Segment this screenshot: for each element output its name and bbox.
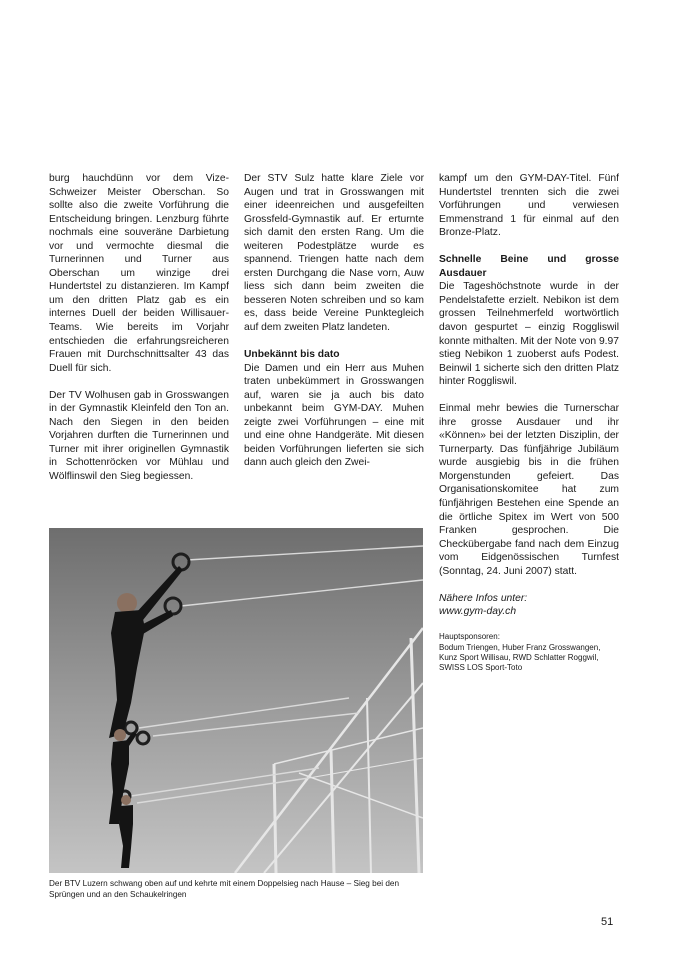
text-column-1 bbox=[49, 172, 229, 497]
paragraph: Die Damen und ein Herr aus Muhen traten unbekümmert in Grosswangen auf, waren sie ja auch bis dato unbekannt beim GYM-DAY. Muhen zeigte zwei Vorführungen – eine mit und eine ohne Handgeräte. Mit diesen beiden Vorführungen lieferten sie sich dann auch gleich den Zwei- bbox=[244, 362, 424, 469]
section-heading: Schnelle Beine und grosse Ausdauer bbox=[439, 254, 619, 279]
section-heading: Unbekännt bis dato bbox=[244, 349, 340, 361]
gymnasts-photo bbox=[49, 528, 423, 873]
sponsors-list: Bodum Triengen, Huber Franz Grosswangen, Kunz Sport Willisau, RWD Schlatter Roggwil, SWISS LOS Sport-Toto bbox=[439, 642, 601, 673]
page-number: 51 bbox=[601, 916, 614, 928]
photo-caption: Der BTV Luzern schwang oben auf und kehrte mit einem Doppelsieg nach Hause – Sieg bei den Sprüngen und an den Schaukelringen bbox=[49, 879, 399, 899]
text-column-3 bbox=[439, 172, 619, 687]
paragraph: Der TV Wolhusen gab in Grosswangen in der Gymnastik Kleinfeld den Ton an. Nach den Siegen in den beiden Vorjahren durften die Turnerinnen und Turner mit ihrer originellen Gymnastik in Schottenröcken vor Mühlau und Wölflinswil den Sieg begiessen. bbox=[49, 389, 229, 482]
paragraph: Der STV Sulz hatte klare Ziele vor Augen und trat in Grosswangen mit einer ideenreichen und ausgefeilten Grossfeld-Gymnastik auf. Er erturnte sich damit den ersten Rang. Um die weiteren Podestplätze wurde es spannend. Triengen hatte nach dem ersten Durchgang die Nase vorn, Auw liess sich dann beim zweiten die besseren Noten schreiben und so kam es, dass beide Vereine Punktegleich auf dem zweiten Platz landeten. bbox=[244, 173, 424, 334]
sponsors-block bbox=[439, 632, 619, 673]
sponsors-label: Hauptsponsoren: bbox=[439, 632, 500, 642]
info-block bbox=[439, 592, 619, 619]
info-label: Nähere Infos unter: bbox=[439, 592, 528, 604]
paragraph: Einmal mehr bewies die Turnerschar ihre grosse Ausdauer und ihr «Können» bei der letzten Disziplin, der Turnerparty. Das fünfjährige Jubiläum wurde ausgiebig bis in die frühen Morgenstunden gefeiert. Das Organisationskomitee hat zum fünfjährigen Bestehen eine Spende an die örtliche Spitex im Wert von 500 Franken gesprochen. Die Checkübergabe fand nach dem Einzug vom Eidgenössischen Turnfest (Sonntag, 24. Juni 2007) statt. bbox=[439, 403, 619, 577]
paragraph: kampf um den GYM-DAY-Titel. Fünf Hundertstel trennten sich die zwei Vorführungen und verwiesen Emmenstrand 1 für einmal auf den Bronze-Platz. bbox=[439, 173, 619, 239]
text-column-2 bbox=[244, 172, 424, 483]
website-link[interactable]: www.gym-day.ch bbox=[439, 606, 517, 618]
paragraph: Die Tageshöchstnote wurde in der Pendelstafette erzielt. Nebikon ist dem grossen Teilnehmerfeld wortwörtlich davon gespurtet – einzig Roggliswil konnte mithalten. Mit der Note von 9.97 stieg Nebikon 1 zuoberst aufs Podest. Beinwil 1 sicherte sich den dritten Platz hinter Roggliswil. bbox=[439, 281, 619, 388]
paragraph: burg hauchdünn vor dem Vize-Schweizer Meister Oberschan. So sollte also die zweite Vorführung die Entscheidung bringen. Lenzburg führte nochmals eine souveräne Darbietung vor und vermochte diesmal die Turnerinnen und Turner aus Oberschan um winzige drei Hundertstel zu distanzieren. Im Kampf um den dritten Platz gab es ein internes Duell der beiden Willisauer-Teams. Wie bereits im Vorjahr entschieden die erfahrungsreicheren Frauen mit Durchschnittsalter 43 das Duell für sich. bbox=[49, 173, 229, 374]
